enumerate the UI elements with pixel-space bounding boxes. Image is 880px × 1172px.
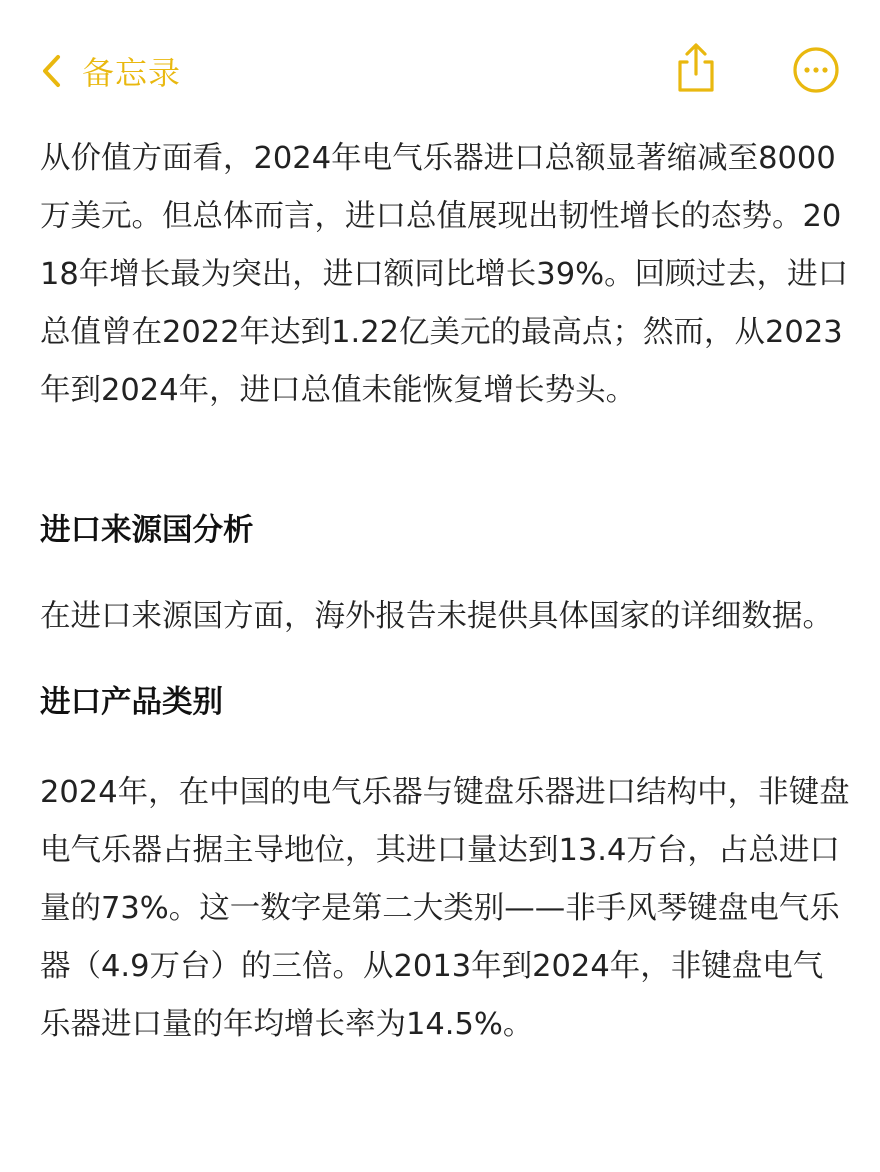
paragraph-product-categories: 2024年，在中国的电气乐器与键盘乐器进口结构中，非键盘电气乐器占据主导地位，其进口量达到13.4万台，占总进口量的73%。这一数字是第二大类别——非手风琴键盘电气乐器（4.9万台）的三倍。从2013年到2024年，非键盘电气乐器进口量的年均增长率为14.5%。 bbox=[40, 775, 850, 1042]
more-icon bbox=[792, 46, 840, 94]
paragraph-import-sources: 在进口来源国方面，海外报告未提供具体国家的详细数据。 bbox=[40, 599, 833, 634]
heading-product-categories: 进口产品类别 bbox=[40, 685, 223, 720]
share-icon bbox=[672, 40, 720, 96]
heading-import-sources: 进口来源国分析 bbox=[40, 513, 254, 548]
back-button[interactable] bbox=[40, 44, 181, 98]
more-button[interactable] bbox=[792, 46, 840, 94]
note-body[interactable] bbox=[40, 130, 850, 1054]
chevron-left-icon bbox=[40, 54, 62, 88]
nav-bar bbox=[0, 0, 880, 130]
paragraph-value: 从价值方面看，2024年电气乐器进口总额显著缩减至8000万美元。但总体而言，进口总值展现出韧性增长的态势。2018年增长最为突出，进口额同比增长39%。回顾过去，进口总值曾在2022年达到1.22亿美元的最高点；然而，从2023年到2024年，进口总值未能恢复增长势头。 bbox=[40, 141, 849, 408]
share-button[interactable] bbox=[672, 40, 720, 96]
back-label: 备忘录 bbox=[82, 54, 182, 92]
